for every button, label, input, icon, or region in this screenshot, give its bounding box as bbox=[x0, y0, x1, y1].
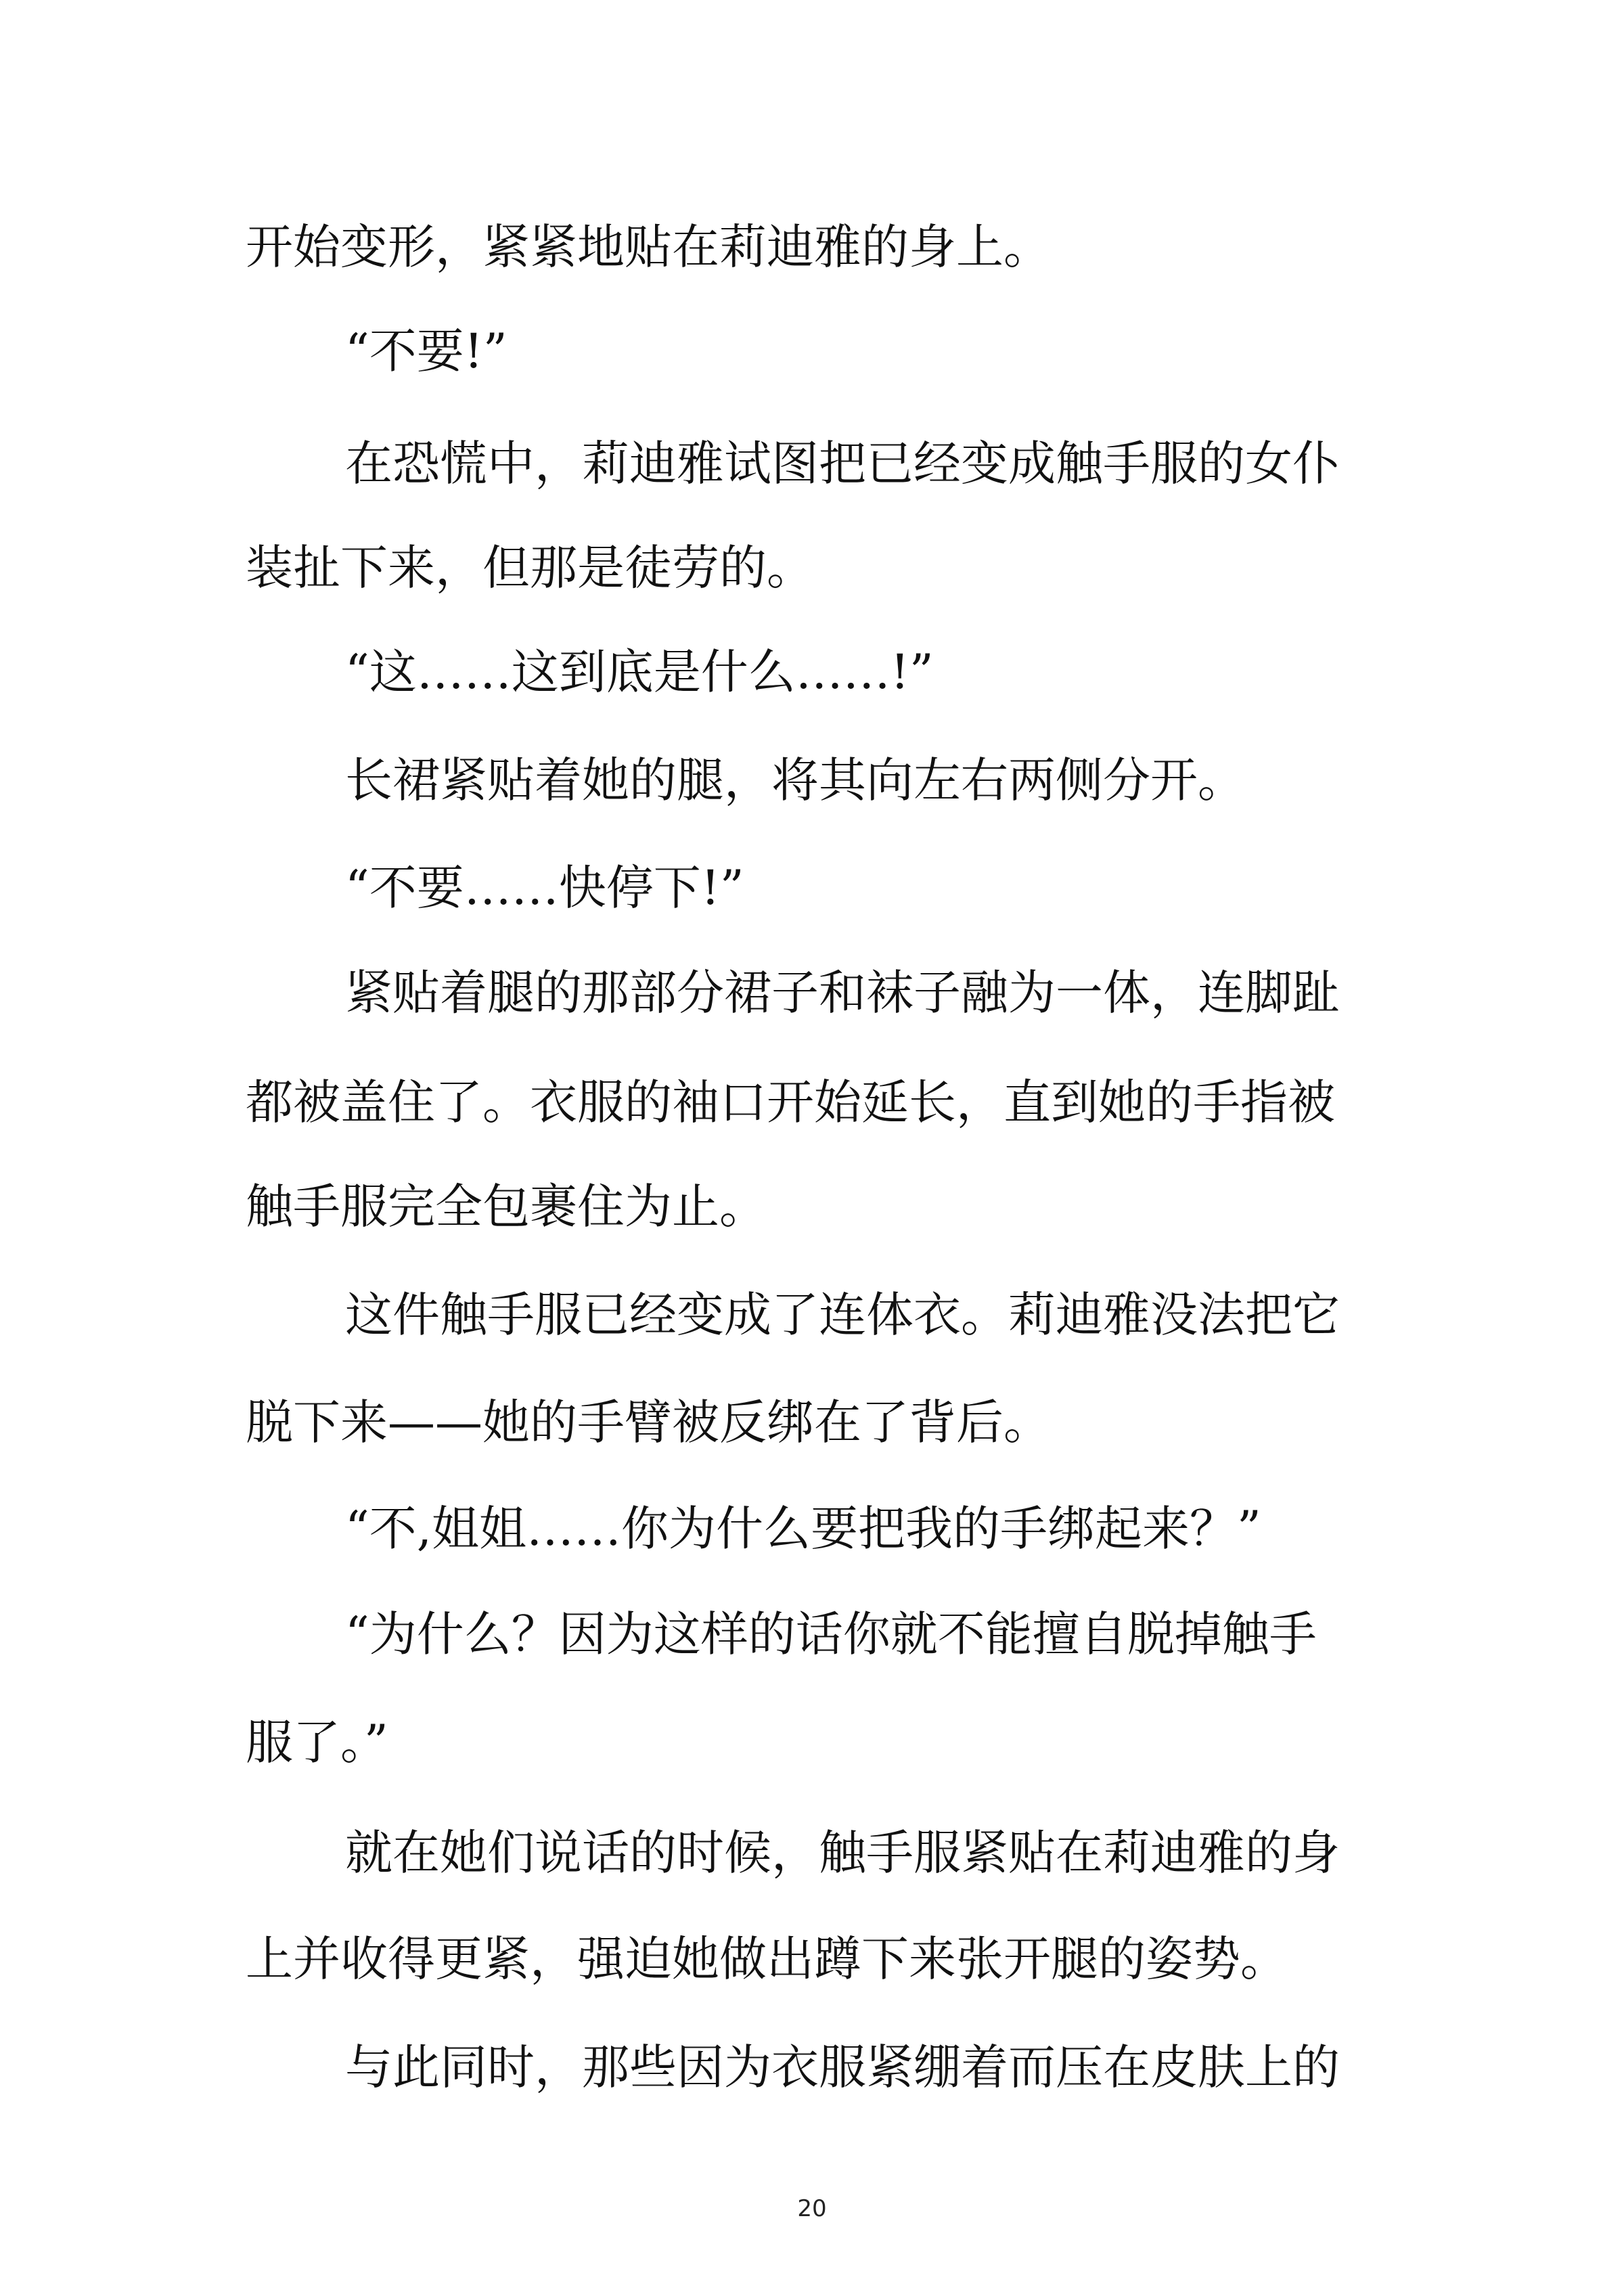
text-line: 在恐慌中，莉迪雅试图把已经变成触手服的女仆 bbox=[345, 436, 1340, 491]
text-line: “这……这到底是什么……!” bbox=[345, 644, 934, 700]
text-line: 就在她们说话的时候，触手服紧贴在莉迪雅的身 bbox=[345, 1825, 1340, 1881]
text-line: 与此同时，那些因为衣服紧绷着而压在皮肤上的 bbox=[345, 2040, 1340, 2095]
page-number: 20 bbox=[797, 2195, 827, 2222]
text-line: “不要!” bbox=[345, 323, 508, 379]
text-line: 触手服完全包裹住为止。 bbox=[246, 1179, 767, 1234]
text-line: 服了。” bbox=[246, 1715, 388, 1770]
text-line: 装扯下来，但那是徒劳的。 bbox=[246, 540, 814, 595]
text-line: “不要……快停下!” bbox=[345, 860, 744, 916]
text-line: 长裙紧贴着她的腿，将其向左右两侧分开。 bbox=[345, 752, 1245, 808]
text-line: 上并收得更紧，强迫她做出蹲下来张开腿的姿势。 bbox=[246, 1931, 1288, 1987]
text-line: 紧贴着腿的那部分裙子和袜子融为一体，连脚趾 bbox=[345, 965, 1340, 1020]
text-line: 开始变形，紧紧地贴在莉迪雅的身上。 bbox=[246, 219, 1051, 275]
text-line: “不,姐姐……你为什么要把我的手绑起来？” bbox=[345, 1501, 1261, 1556]
text-line: 脱下来——她的手臂被反绑在了背后。 bbox=[246, 1395, 1051, 1450]
text-line: 都被盖住了。衣服的袖口开始延长，直到她的手指被 bbox=[246, 1075, 1335, 1130]
text-line: “为什么？因为这样的话你就不能擅自脱掉触手 bbox=[345, 1606, 1317, 1662]
text-line: 这件触手服已经变成了连体衣。莉迪雅没法把它 bbox=[345, 1287, 1340, 1343]
